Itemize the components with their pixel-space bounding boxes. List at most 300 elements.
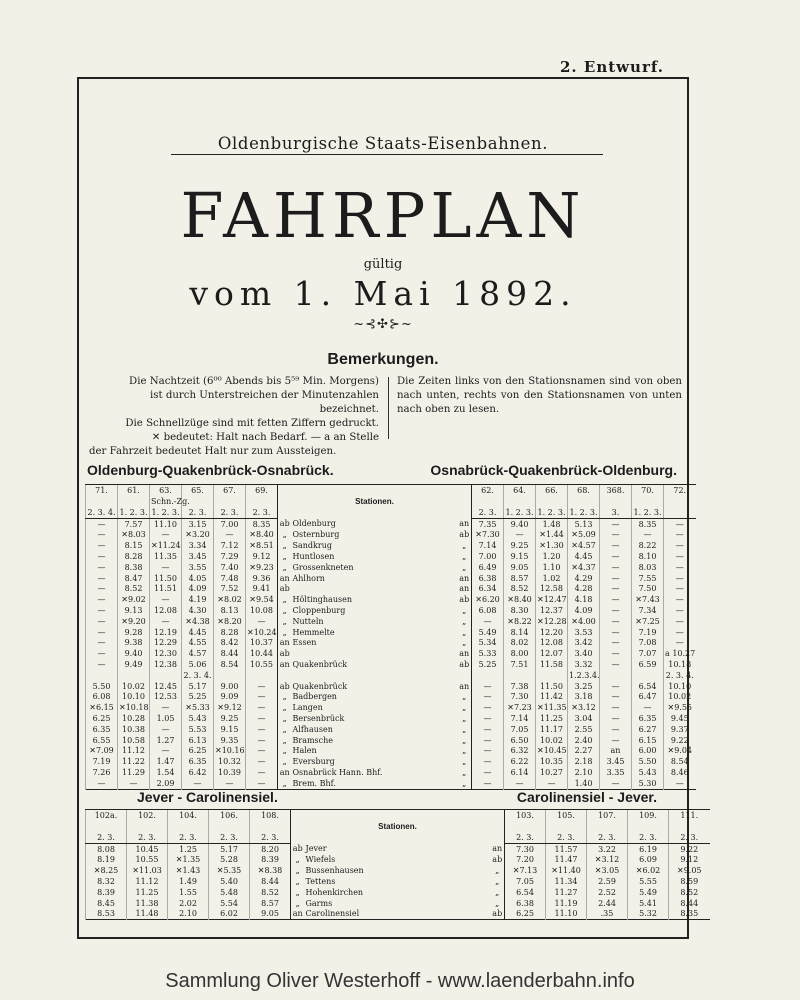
departure-time: 12.38 (150, 659, 182, 670)
ornament: ~⊰✣⊱~ (353, 317, 413, 332)
train-class: 2. 3. 4. (86, 507, 118, 519)
departure-time (86, 670, 118, 681)
arrival-time (536, 670, 568, 681)
arr-dep-marker: „ (291, 898, 305, 909)
departure-time: 3.45 (182, 551, 214, 562)
timetable-row (86, 659, 696, 670)
arrival-time: 7.38 (504, 681, 536, 692)
arrival-time: 7.50 (632, 584, 664, 595)
arrival-time: 7.51 (504, 659, 536, 670)
arrival-time: 2.40 (568, 735, 600, 746)
departure-time (214, 670, 246, 681)
departure-time: 10.55 (246, 659, 278, 670)
arrival-time: 7.14 (504, 713, 536, 724)
train-number: 63. (150, 485, 182, 497)
station-name: Hemmelte (292, 627, 335, 637)
train-number: 72. (664, 485, 696, 497)
arrival-time (472, 670, 504, 681)
arrival-time: 2.44 (587, 898, 628, 909)
arr-dep-marker: „ (491, 898, 505, 909)
arr-dep-marker: „ (278, 778, 292, 789)
arrival-time: 3.53 (568, 627, 600, 638)
arrival-time: 10.27 (536, 767, 568, 778)
arrival-time: 10.18 (664, 659, 696, 670)
timetable-row (86, 865, 710, 876)
arrival-time: 6.35 (632, 713, 664, 724)
arrival-time: 9.05 (504, 562, 536, 573)
departure-time: ✕8.25 (86, 865, 127, 876)
arr-dep-marker: „ (278, 724, 292, 735)
train-number: 105. (546, 810, 587, 822)
section2-left-title: Jever - Carolinensiel. (137, 789, 278, 805)
arrival-time: 10.10 (664, 681, 696, 692)
timetable-row (86, 573, 696, 584)
arrival-time: — (600, 616, 632, 627)
arrival-time: 1.2.3.4. (569, 670, 600, 680)
departure-time: 5.50 (86, 681, 118, 692)
arr-dep-marker (458, 670, 472, 681)
arrival-time: 8.57 (504, 573, 536, 584)
timetable-row (86, 746, 696, 757)
station-name: Grossenkneten (292, 562, 354, 572)
timetable-row (86, 713, 696, 724)
departure-time: — (86, 627, 118, 638)
departure-time: 6.25 (86, 713, 118, 724)
arrival-time: 10.02 (536, 735, 568, 746)
departure-time: 8.52 (118, 584, 150, 595)
arr-dep-marker: ab (278, 518, 292, 529)
arrival-time: ✕7.13 (505, 865, 546, 876)
arrival-time: — (600, 562, 632, 573)
departure-time: 10.44 (246, 648, 278, 659)
departure-time: 4.09 (182, 584, 214, 595)
departure-time: — (150, 616, 182, 627)
departure-time: — (86, 562, 118, 573)
arr-dep-marker: „ (278, 530, 292, 541)
departure-time: 8.20 (250, 843, 291, 854)
departure-time: 7.19 (86, 756, 118, 767)
departure-time: 10.58 (118, 735, 150, 746)
arrival-time: 3.35 (600, 767, 632, 778)
train-class: 2. 3. (127, 832, 168, 844)
arrival-time: 8.35 (669, 909, 710, 920)
departure-time: 7.48 (214, 573, 246, 584)
stations-header: Stationen. (278, 485, 472, 519)
arrival-time: 5.32 (628, 909, 669, 920)
arr-dep-marker: „ (278, 756, 292, 767)
departure-time: 4.55 (182, 638, 214, 649)
departure-time: 6.42 (182, 767, 214, 778)
arrival-time: 8.52 (504, 584, 536, 595)
arrival-time: — (600, 594, 632, 605)
arrival-time: 7.30 (505, 843, 546, 854)
departure-time: 2.10 (168, 909, 209, 920)
train-number-row (86, 810, 710, 822)
arr-dep-marker: „ (458, 616, 472, 627)
train-number: 103. (505, 810, 546, 822)
departure-time: — (246, 713, 278, 724)
train-number: 106. (209, 810, 250, 822)
arrival-time: 3.40 (568, 648, 600, 659)
departure-time: ✕11.24 (151, 541, 181, 551)
departure-time: 9.13 (118, 605, 150, 616)
station-name: Jever (305, 844, 327, 854)
arrival-time: — (664, 638, 696, 649)
arrival-time: 11.27 (546, 887, 587, 898)
station-name: Eversburg (292, 757, 335, 767)
arrival-time: 8.30 (504, 605, 536, 616)
timetable-row (86, 540, 696, 551)
train-class: 2. 3. (505, 832, 546, 844)
departure-time: ✕7.09 (86, 746, 118, 757)
train-class: 2. 3. (86, 832, 127, 844)
arrival-time: 5.13 (568, 518, 600, 529)
train-number: 70. (632, 485, 664, 497)
train-number: 111. (669, 810, 710, 822)
arr-dep-marker: „ (458, 540, 472, 551)
timetable-row (86, 756, 696, 767)
departure-time: 12.30 (150, 648, 182, 659)
arr-dep-marker: „ (458, 638, 472, 649)
departure-time: ✕11.03 (127, 865, 168, 876)
arrival-time: 8.46 (664, 767, 696, 778)
departure-time: — (246, 746, 278, 757)
arr-dep-marker: „ (458, 778, 472, 789)
departure-time: 8.08 (86, 843, 127, 854)
departure-time: 9.09 (214, 692, 246, 703)
train-class: 2. 3. (546, 832, 587, 844)
train-type (250, 821, 291, 832)
train-number: 71. (86, 485, 118, 497)
train-class: 1. 2. 3. (632, 507, 664, 519)
arrival-time: 11.25 (536, 713, 568, 724)
timetable-frame (77, 77, 702, 939)
departure-time: 6.25 (182, 746, 214, 757)
arrival-time: 6.54 (505, 887, 546, 898)
departure-time: — (150, 594, 182, 605)
arrival-time: — (472, 746, 504, 757)
arrival-time: — (504, 778, 536, 789)
departure-time: — (150, 702, 182, 713)
departure-time: 10.32 (214, 756, 246, 767)
departure-time: — (246, 724, 278, 735)
train-type (118, 496, 150, 507)
arrival-time: ✕4.57 (568, 540, 600, 551)
arr-dep-marker (278, 670, 292, 681)
arr-dep-marker: „ (458, 756, 472, 767)
arrival-time: ✕4.00 (568, 616, 600, 627)
arrival-time: 9.37 (664, 724, 696, 735)
arr-dep-marker: an (458, 648, 472, 659)
arrival-time: 3.04 (568, 713, 600, 724)
timetable-jever-carolinensiel (85, 809, 710, 920)
departure-time: ✕8.38 (250, 865, 291, 876)
departure-time: ✕6.15 (86, 702, 118, 713)
arrival-time: 10.02 (664, 692, 696, 703)
timetable-row (86, 898, 710, 909)
arr-dep-marker: ab (291, 843, 305, 854)
departure-time: 8.15 (118, 540, 150, 551)
departure-time: ✕10.24 (247, 627, 277, 637)
departure-time: 5.06 (182, 659, 214, 670)
arr-dep-marker: an (278, 573, 292, 584)
arrival-time: 3.45 (600, 756, 632, 767)
arrival-time: ✕3.12 (587, 855, 628, 866)
arr-dep-marker: an (458, 573, 472, 584)
station-name: Brem. Bhf. (292, 778, 336, 788)
arr-dep-marker: „ (278, 746, 292, 757)
arrival-time: ✕11.40 (546, 865, 587, 876)
arrival-time: 11.19 (546, 898, 587, 909)
departure-time: 11.38 (127, 898, 168, 909)
departure-time: 8.57 (250, 898, 291, 909)
departure-time: 6.35 (86, 724, 118, 735)
arrival-time: ✕12.28 (537, 616, 567, 626)
departure-time: — (86, 648, 118, 659)
departure-time: 11.35 (150, 551, 182, 562)
arr-dep-marker: ab (458, 594, 472, 605)
timetable-row (86, 616, 696, 627)
arrival-time: ✕4.37 (568, 562, 600, 573)
timetable-row (86, 681, 696, 692)
arrival-time: 1.20 (536, 551, 568, 562)
arrival-time: 4.09 (568, 605, 600, 616)
train-class: 2. 3. (209, 832, 250, 844)
train-class: 2. 3. (472, 507, 504, 519)
departure-time: — (246, 681, 278, 692)
timetable-row (86, 735, 696, 746)
departure-time: 1.05 (150, 713, 182, 724)
departure-time: 4.45 (182, 627, 214, 638)
arrival-time: 5.50 (632, 756, 664, 767)
timetable-row (86, 584, 696, 595)
station-name: Halen (292, 746, 317, 756)
departure-time: ✕8.03 (118, 530, 150, 541)
arrival-time: — (664, 594, 696, 605)
station-name: Tettens (305, 877, 336, 887)
departure-time: — (86, 584, 118, 595)
arr-dep-marker: „ (458, 713, 472, 724)
station-name: Langen (292, 703, 323, 713)
train-type (504, 496, 536, 507)
arrival-time: 7.34 (632, 605, 664, 616)
arr-dep-marker: „ (458, 551, 472, 562)
arrival-time: 9.22 (669, 843, 710, 854)
departure-time: — (246, 616, 278, 627)
station-name: Alfhausen (292, 724, 333, 734)
departure-time: 5.17 (182, 681, 214, 692)
arrival-time: 3.22 (587, 843, 628, 854)
departure-time: 8.39 (250, 855, 291, 866)
arrival-time: — (472, 735, 504, 746)
arrival-time (632, 670, 664, 681)
arr-dep-marker: an (458, 518, 472, 529)
arrival-time: 7.00 (472, 551, 504, 562)
train-type: Schn.-Zg. (151, 496, 190, 506)
departure-time: 8.28 (118, 551, 150, 562)
arrival-time: 3.42 (568, 638, 600, 649)
departure-time: 6.55 (86, 735, 118, 746)
departure-time: — (86, 778, 118, 789)
arr-dep-marker: „ (278, 605, 292, 616)
arrival-time: — (600, 735, 632, 746)
departure-time: — (86, 616, 118, 627)
departure-time: — (246, 756, 278, 767)
departure-time: 3.55 (182, 562, 214, 573)
arrival-time: 6.22 (504, 756, 536, 767)
timetable-row (86, 518, 696, 529)
station-name: Ahlhorn (292, 573, 325, 583)
train-class (664, 507, 696, 519)
arr-dep-marker: „ (458, 627, 472, 638)
arrival-time: ✕8.40 (504, 594, 536, 605)
arrival-time: 6.27 (632, 724, 664, 735)
arrival-time: — (664, 584, 696, 595)
station-name: Badbergen (292, 692, 337, 702)
departure-time: 6.08 (86, 692, 118, 703)
arr-dep-marker: „ (278, 562, 292, 573)
arrival-time: 8.44 (669, 898, 710, 909)
timetable-row (86, 627, 696, 638)
arrival-time: — (664, 778, 696, 789)
departure-time: 8.13 (214, 605, 246, 616)
train-number: 65. (182, 485, 214, 497)
departure-time: ✕1.43 (168, 865, 209, 876)
arrival-time: 7.07 (632, 648, 664, 659)
train-class: 1. 2. 3. (118, 507, 150, 519)
arr-dep-marker: „ (291, 865, 305, 876)
arrival-time: 6.32 (504, 746, 536, 757)
arrival-time: 4.18 (568, 594, 600, 605)
departure-time: 6.02 (209, 909, 250, 920)
arrival-time: 5.49 (628, 887, 669, 898)
timetable-row (86, 562, 696, 573)
arr-dep-marker: „ (458, 767, 472, 778)
train-class: 1. 2. 3. (150, 507, 182, 519)
arrival-time: ✕6.20 (472, 594, 504, 605)
arrival-time: 3.32 (568, 659, 600, 670)
station-name (292, 648, 458, 659)
departure-time: ✕9.54 (246, 594, 278, 605)
departure-time (118, 670, 150, 681)
arrival-time: — (472, 767, 504, 778)
arrival-time: ✕8.22 (504, 616, 536, 627)
arr-dep-marker: an (278, 659, 292, 670)
departure-time: ✕8.20 (214, 616, 246, 627)
train-type (127, 821, 168, 832)
departure-time: 7.26 (86, 767, 118, 778)
train-class: 1. 2. 3. (536, 507, 568, 519)
arr-dep-marker: an (458, 584, 472, 595)
train-class: 2. 3. (250, 832, 291, 844)
departure-time: 9.38 (118, 638, 150, 649)
train-type (632, 496, 664, 507)
arrival-time: 6.15 (632, 735, 664, 746)
company-name: Oldenburgische Staats-Eisenbahnen. (217, 134, 549, 153)
arr-dep-marker: „ (458, 562, 472, 573)
departure-time: 11.50 (150, 573, 182, 584)
departure-time: 5.53 (182, 724, 214, 735)
arrival-time: 12.07 (536, 648, 568, 659)
station-name: Osternburg (292, 530, 340, 540)
departure-time: 7.12 (214, 540, 246, 551)
arr-dep-marker: „ (458, 702, 472, 713)
arrival-time: — (472, 616, 504, 627)
departure-time: 8.45 (86, 898, 127, 909)
arrival-time: 4.28 (568, 584, 600, 595)
arr-dep-marker: an (278, 638, 292, 649)
train-class: 2. 3. (214, 507, 246, 519)
timetable-row (86, 551, 696, 562)
departure-time: ✕5.33 (182, 702, 214, 713)
arrival-time: 6.59 (632, 659, 664, 670)
train-number: 102. (127, 810, 168, 822)
arrival-time: 5.34 (472, 638, 504, 649)
train-type (664, 496, 696, 507)
departure-time: 12.53 (150, 692, 182, 703)
train-class: 2. 3. (246, 507, 278, 519)
arrival-time: 2.52 (587, 887, 628, 898)
arrival-time: ✕7.23 (504, 702, 536, 713)
departure-time: — (150, 530, 182, 541)
arrival-time: 5.33 (472, 648, 504, 659)
remark-line: ✕ bedeutet: Halt nach Bedarf. — a an Stelle (151, 432, 379, 443)
timetable-row (86, 605, 696, 616)
departure-time: — (246, 767, 278, 778)
station-name: Quakenbrück (292, 681, 348, 691)
arrival-time: an (600, 746, 632, 757)
departure-time: 12.19 (150, 627, 182, 638)
arrival-time: 2. 3. 4. (664, 670, 696, 681)
departure-time: ✕9.23 (246, 562, 278, 573)
train-type (669, 821, 710, 832)
arr-dep-marker: „ (458, 724, 472, 735)
departure-time: 2. 3. 4. (182, 670, 214, 681)
timetable-row (86, 594, 696, 605)
arr-dep-marker: ab (491, 855, 505, 866)
arrival-time: — (472, 702, 504, 713)
departure-time: — (150, 746, 182, 757)
departure-time: 5.28 (209, 855, 250, 866)
timetable-row (86, 648, 696, 659)
arrival-time: — (472, 724, 504, 735)
train-class: 2. 3. (168, 832, 209, 844)
departure-time: 4.57 (182, 648, 214, 659)
section1-left-title: Oldenburg-Quakenbrück-Osnabrück. (87, 462, 334, 478)
train-class: 1. 2. 3. (504, 507, 536, 519)
train-type (628, 821, 669, 832)
arrival-time: 2.27 (568, 746, 600, 757)
timetable-row (86, 887, 710, 898)
departure-time: 8.42 (214, 638, 246, 649)
departure-time: 10.55 (127, 855, 168, 866)
station-name: Huntlosen (292, 552, 335, 562)
arrival-time: — (600, 648, 632, 659)
timetable-row (86, 638, 696, 649)
departure-time: 10.37 (246, 638, 278, 649)
arrival-time: 1.48 (536, 518, 568, 529)
train-class: 2. 3. (628, 832, 669, 844)
arrival-time: — (600, 692, 632, 703)
departure-time: 6.35 (182, 756, 214, 767)
departure-time: 8.44 (214, 648, 246, 659)
arrival-time: 5.43 (632, 767, 664, 778)
departure-time: — (246, 735, 278, 746)
arrival-time: 7.35 (472, 518, 504, 529)
departure-time: 8.35 (246, 518, 278, 529)
arrival-time: — (664, 518, 696, 529)
arrival-time: ✕3.12 (568, 702, 600, 713)
